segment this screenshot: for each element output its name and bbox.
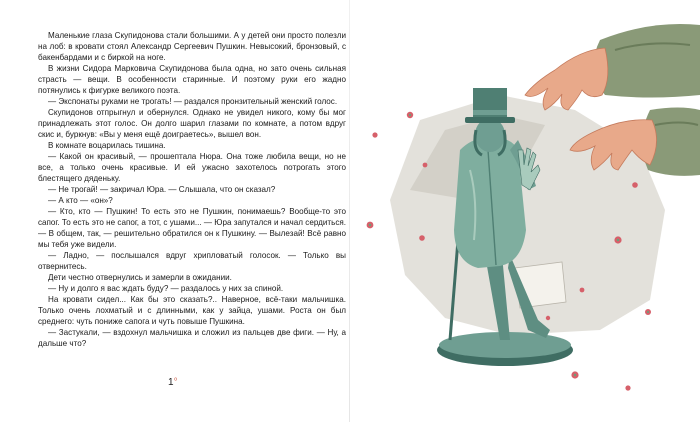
paragraph: — Застукали, — вздохнул мальчишка и сложил из пальцев две фиги. — Ну, а дальше что? — [38, 328, 346, 348]
upper-hand — [525, 48, 608, 110]
paragraph: Маленькие глаза Скупидонова стали большими. А у детей они просто полезли на лоб: в кровати стоял Александр Сергеевич Пушкин. Невысокий, бронзовый, с бакенбардами и с биркой на ноге. — [38, 31, 346, 62]
page-number-value: 1 — [168, 377, 174, 388]
paragraph: В комнате воцарилась тишина. — [48, 141, 166, 150]
paragraph: Скупидонов отпрыгнул и обернулся. Однако не увидел никого, кому бы мог принадлежать этот голос. Он долго шарил глазами по комнате, а потом вдруг скис и, буркнув: «Вы у меня ещё доиграетесь», вышел вон. — [38, 108, 346, 139]
statue-head — [475, 118, 505, 152]
paragraph: — Не трогай! — закричал Юра. — Слышала, что он сказал? — [48, 185, 276, 194]
paragraph: — Кто, кто — Пушкин! То есть это не Пушкин, понимаешь? Вообще-то это сапог. То есть это не сапог, а тот, с ушами... — Юра запутался и начал сердиться. — В общем, так, — решительно обратился он к Пушкину. — Вылезай! Всё равно мы тебя уже видели. — [38, 207, 346, 249]
paragraph: — Какой он красивый, — прошептала Нюра. Она тоже любила вещи, но не все, а только очень красивые. И ей ужасно захотелось потрогать этого блестящего дяденьку. — [38, 152, 346, 183]
statue-illustration — [350, 0, 700, 422]
page-ornament-icon: ° — [173, 377, 178, 388]
paragraph: Дети честно отвернулись и замерли в ожидании. — [48, 273, 232, 282]
upper-sleeve — [594, 24, 700, 98]
paragraph: — Ладно, — послышался вдруг хрипловатый голосок. — Только вы отвернитесь. — [38, 251, 346, 271]
illustration — [350, 0, 700, 422]
paragraph: — Экспонаты руками не трогать! — раздался пронзительный женский голос. — [48, 97, 338, 106]
paragraph: — А кто — «он»? — [48, 196, 113, 205]
paragraph: В жизни Сидора Марковича Скупидонова была одна, но зато очень сильная страсть — вещи. В особенности старинные. И поэтому руки его жадно потянулись к фигурке великого поэта. — [38, 64, 346, 95]
story-text — [38, 30, 346, 349]
paragraph: — Ну и долго я вас ждать буду? — раздалось у них за спиной. — [48, 284, 284, 293]
page-number — [168, 377, 178, 388]
statue-top-hat — [473, 88, 507, 120]
paragraph: На кровати сидел... Как бы это сказать?.. Наверное, всё-таки мальчишка. Только очень лохматый и с длинными, как у зайца, ушами. Роста он был среднего: чуть пониже сапога и чуть повыше Пушкина. — [38, 295, 346, 326]
